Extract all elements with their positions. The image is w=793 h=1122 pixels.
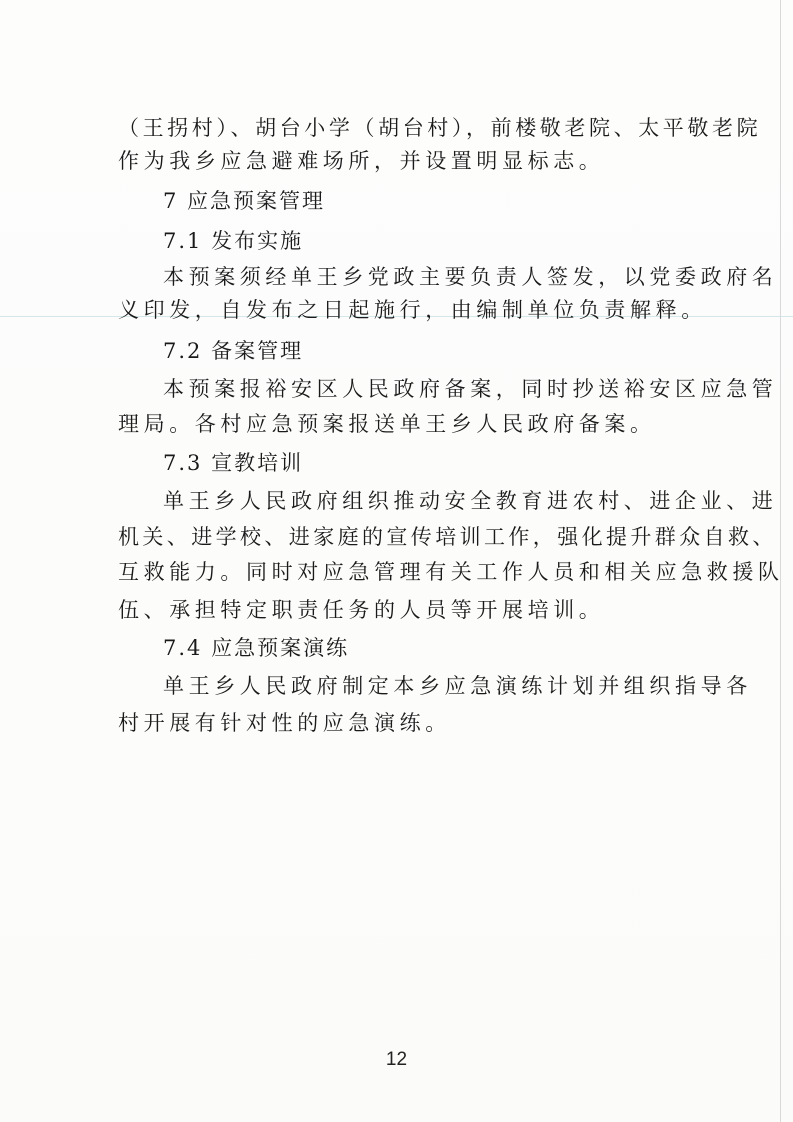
page-number: 12 [385, 1049, 408, 1070]
subsection-heading: 7.2 备案管理 [163, 339, 304, 363]
paragraph-line: 本预案须经单王乡党政主要负责人签发，以党委政府名 [163, 265, 778, 289]
paragraph-line: 本预案报裕安区人民政府备案，同时抄送裕安区应急管 [163, 377, 778, 401]
subsection-heading: 7.3 宣教培训 [163, 451, 304, 475]
paragraph-line: 村开展有针对性的应急演练。 [118, 711, 451, 735]
paragraph-line: 机关、进学校、进家庭的宣传培训工作，强化提升群众自救、 [118, 525, 777, 549]
paragraph-line: 伍、承担特定职责任务的人员等开展培训。 [118, 598, 605, 622]
paragraph-line: 互救能力。同时对应急管理有关工作人员和相关应急救援队 [118, 560, 784, 584]
section-heading: 7 应急预案管理 [163, 189, 326, 213]
paragraph-line: 义印发，自发布之日起施行，由编制单位负责解释。 [118, 298, 707, 322]
paragraph-line: 作为我乡应急避难场所，并设置明显标志。 [118, 149, 605, 173]
paragraph-line: 理局。各村应急预案报送单王乡人民政府备案。 [118, 412, 656, 436]
subsection-heading: 7.4 应急预案演练 [163, 636, 350, 660]
paragraph-line: 单王乡人民政府制定本乡应急演练计划并组织指导各 [163, 674, 752, 698]
paragraph-line: 单王乡人民政府组织推动安全教育进农村、进企业、进 [163, 489, 778, 513]
subsection-heading: 7.1 发布实施 [163, 229, 304, 253]
paragraph-line: （王拐村）、胡台小学（胡台村），前楼敬老院、太平敬老院 [118, 116, 762, 140]
